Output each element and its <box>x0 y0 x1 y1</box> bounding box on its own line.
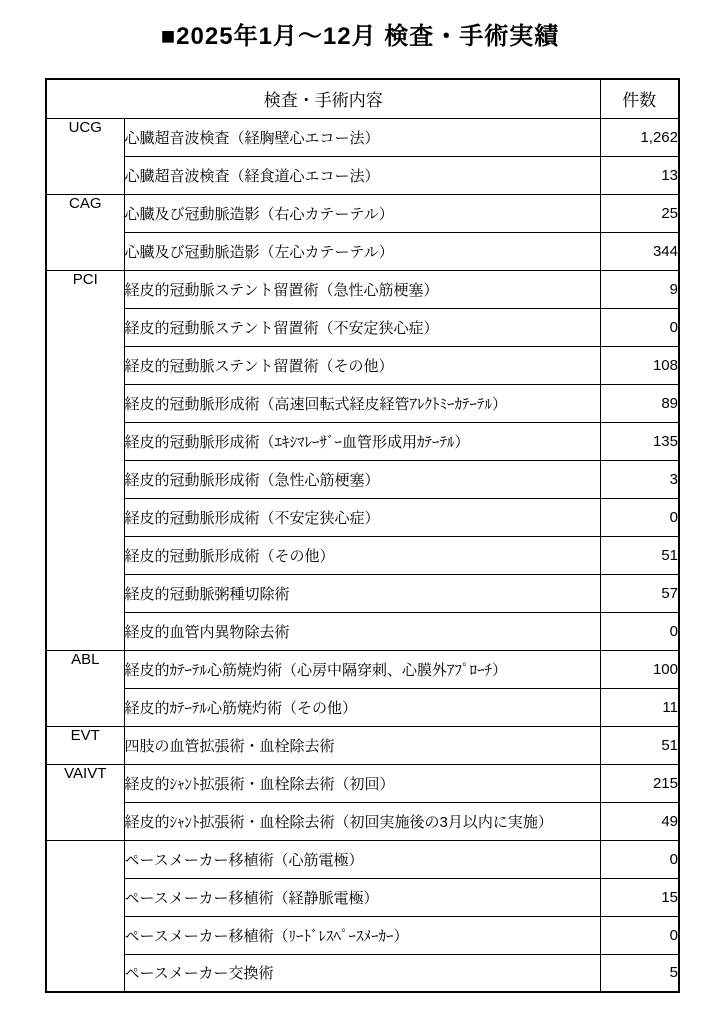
table-row <box>46 878 679 916</box>
table-row <box>46 498 679 536</box>
count-cell: 135 <box>600 422 679 460</box>
table-header-row <box>46 79 679 118</box>
procedure-cell: 経皮的ｼｬﾝﾄ拡張術・血栓除去術（初回実施後の3月以内に実施） <box>124 802 600 840</box>
table-row <box>46 840 679 878</box>
page-title: ■2025年1月～12月 検査・手術実績 <box>160 23 560 50</box>
table-row <box>46 688 679 726</box>
procedure-cell: ペースメーカー交換術 <box>124 954 600 992</box>
column-header-count: 件数 <box>600 79 679 118</box>
procedure-cell: 心臓超音波検査（経食道心エコー法） <box>124 156 600 194</box>
procedure-cell: ペースメーカー移植術（経静脈電極） <box>124 878 600 916</box>
procedure-cell: 経皮的冠動脈形成術（不安定狭心症） <box>124 498 600 536</box>
procedure-cell: 四肢の血管拡張術・血栓除去術 <box>124 726 600 764</box>
count-cell: 0 <box>600 840 679 878</box>
procedure-cell: 経皮的血管内異物除去術 <box>124 612 600 650</box>
count-cell: 1,262 <box>600 118 679 156</box>
count-cell: 9 <box>600 270 679 308</box>
count-cell: 3 <box>600 460 679 498</box>
procedure-cell: 経皮的冠動脈形成術（その他） <box>124 536 600 574</box>
count-cell: 13 <box>600 156 679 194</box>
count-cell: 344 <box>600 232 679 270</box>
table-row <box>46 156 679 194</box>
count-cell: 100 <box>600 650 679 688</box>
table-row <box>46 422 679 460</box>
category-cell: PCI <box>46 270 124 650</box>
table-row <box>46 232 679 270</box>
count-cell: 49 <box>600 802 679 840</box>
table-row <box>46 650 679 688</box>
count-cell: 0 <box>600 916 679 954</box>
procedure-cell: 経皮的冠動脈ステント留置術（不安定狭心症） <box>124 308 600 346</box>
procedure-cell: 経皮的冠動脈形成術（高速回転式経皮経管ｱﾚｸﾄﾐｰｶﾃｰﾃﾙ） <box>124 384 600 422</box>
table-row <box>46 118 679 156</box>
category-cell: CAG <box>46 194 124 270</box>
column-header-content: 検査・手術内容 <box>46 79 600 118</box>
table-row <box>46 194 679 232</box>
table-row <box>46 270 679 308</box>
procedure-cell: 経皮的冠動脈ステント留置術（その他） <box>124 346 600 384</box>
table-row <box>46 802 679 840</box>
count-cell: 0 <box>600 612 679 650</box>
table-row <box>46 460 679 498</box>
procedure-cell: 経皮的ｼｬﾝﾄ拡張術・血栓除去術（初回） <box>124 764 600 802</box>
table-row <box>46 346 679 384</box>
count-cell: 89 <box>600 384 679 422</box>
table-row <box>46 384 679 422</box>
count-cell: 0 <box>600 308 679 346</box>
count-cell: 57 <box>600 574 679 612</box>
count-cell: 51 <box>600 536 679 574</box>
table-row <box>46 954 679 992</box>
count-cell: 11 <box>600 688 679 726</box>
table-body <box>46 118 679 992</box>
procedure-cell: ペースメーカー移植術（心筋電極） <box>124 840 600 878</box>
procedure-cell: 心臓及び冠動脈造影（右心カテーテル） <box>124 194 600 232</box>
procedure-cell: 心臓及び冠動脈造影（左心カテーテル） <box>124 232 600 270</box>
table-row <box>46 308 679 346</box>
count-cell: 15 <box>600 878 679 916</box>
table-row <box>46 536 679 574</box>
procedure-cell: 経皮的冠動脈ステント留置術（急性心筋梗塞） <box>124 270 600 308</box>
category-cell: VAIVT <box>46 764 124 840</box>
table-row <box>46 764 679 802</box>
category-cell: UCG <box>46 118 124 194</box>
procedure-cell: 経皮的冠動脈粥種切除術 <box>124 574 600 612</box>
table-row <box>46 612 679 650</box>
procedure-cell: 経皮的冠動脈形成術（急性心筋梗塞） <box>124 460 600 498</box>
category-cell: EVT <box>46 726 124 764</box>
category-cell: ABL <box>46 650 124 726</box>
count-cell: 51 <box>600 726 679 764</box>
count-cell: 5 <box>600 954 679 992</box>
category-cell <box>46 840 124 992</box>
count-cell: 215 <box>600 764 679 802</box>
procedure-cell: 心臓超音波検査（経胸壁心エコー法） <box>124 118 600 156</box>
procedure-cell: ペースメーカー移植術（ﾘｰﾄﾞﾚｽﾍﾟｰｽﾒｰｶｰ） <box>124 916 600 954</box>
table-row <box>46 574 679 612</box>
count-cell: 108 <box>600 346 679 384</box>
procedure-cell: 経皮的冠動脈形成術（ｴｷｼﾏﾚｰｻﾞｰ血管形成用ｶﾃｰﾃﾙ） <box>124 422 600 460</box>
procedure-results-table <box>45 78 680 993</box>
table-row <box>46 726 679 764</box>
count-cell: 0 <box>600 498 679 536</box>
procedure-cell: 経皮的ｶﾃｰﾃﾙ心筋焼灼術（心房中隔穿刺、心膜外ｱﾌﾟﾛｰﾁ） <box>124 650 600 688</box>
table-row <box>46 916 679 954</box>
count-cell: 25 <box>600 194 679 232</box>
procedure-cell: 経皮的ｶﾃｰﾃﾙ心筋焼灼術（その他） <box>124 688 600 726</box>
